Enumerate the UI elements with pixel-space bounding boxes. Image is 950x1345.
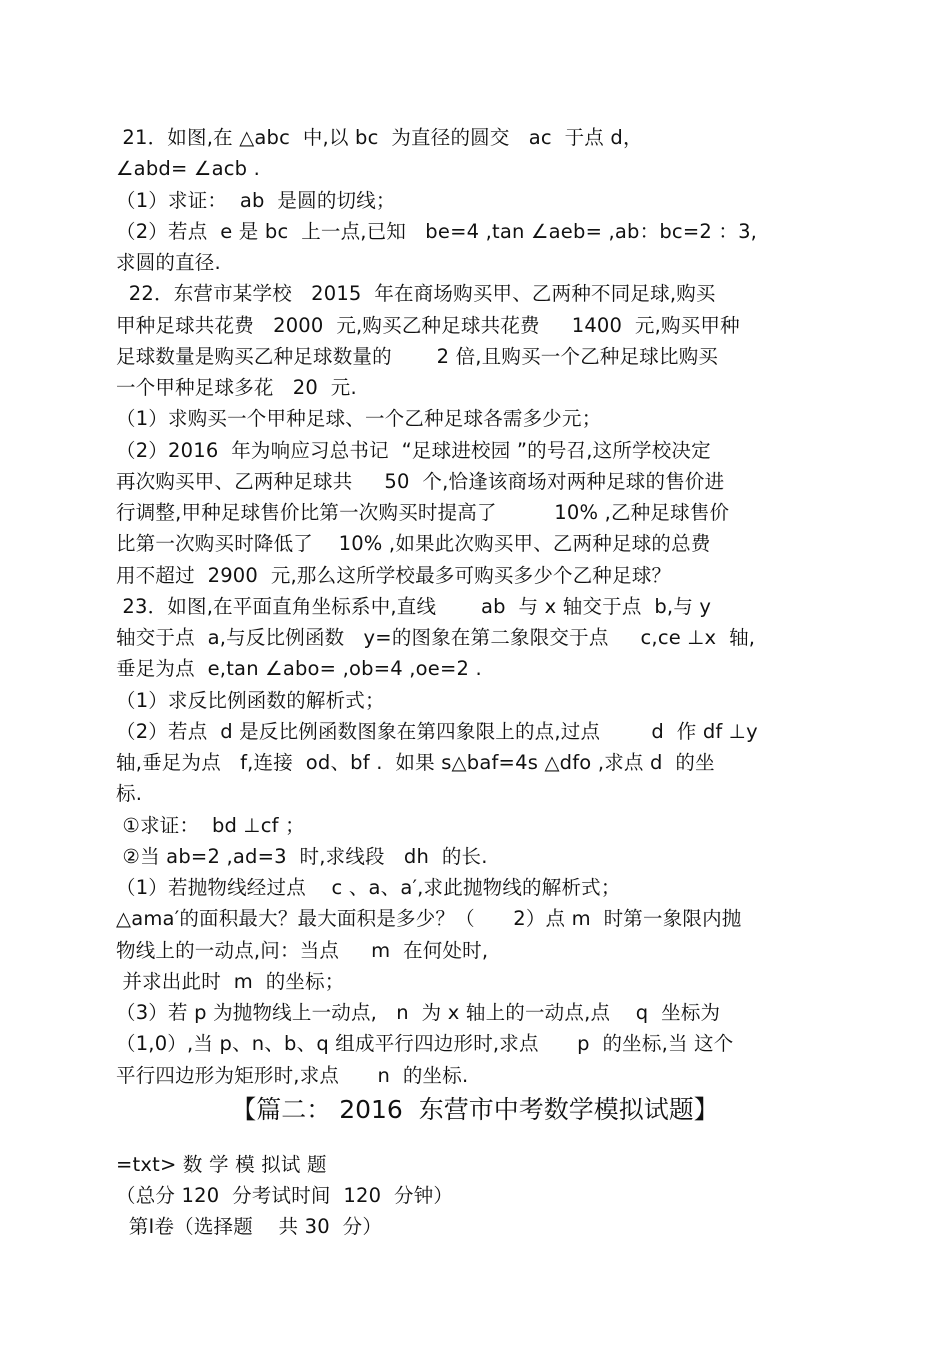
text-line: 比第一次购买时降低了 10% ,如果此次购买甲、乙两种足球的总费 (116, 532, 711, 555)
text-line: 21．如图,在 △abc 中,以 bc 为直径的圆交 ac 于点 d， (116, 126, 643, 149)
text-line: （2）若点 e 是 bc 上一点,已知 be=4 ,tan ∠aeb= ,ab：bc=2 ：3, (116, 220, 758, 243)
text-line: 甲种足球共花费 2000 元,购买乙种足球共花费 1400 元,购买甲种 (116, 314, 740, 337)
text-line: 轴,垂足为点 f,连接 od、bf . 如果 s△baf=4s △dfo ,求点 d 的坐 (116, 751, 715, 774)
text-line: ∠abd= ∠acb . (116, 157, 261, 180)
text-line: （2）若点 d 是反比例函数图象在第四象限上的点,过点 d 作 df ⊥y (116, 720, 758, 743)
text-line: 平行四边形为矩形时,求点 n 的坐标. (116, 1064, 469, 1087)
text-line: 22．东营市某学校 2015 年在商场购买甲、乙两种不同足球,购买 (116, 282, 716, 305)
text-line: 轴交于点 a,与反比例函数 y=的图象在第二象限交于点 c,ce ⊥x 轴, (116, 626, 756, 649)
text-line: 物线上的一动点,问：当点 m 在何处时, (116, 939, 489, 962)
text-line: 标. (116, 782, 143, 805)
text-line: 23．如图,在平面直角坐标系中,直线 ab 与 x 轴交于点 b,与 y (116, 595, 712, 618)
text-line: （总分 120 分考试时间 120 分钟） (116, 1184, 454, 1207)
text-line: （1）若抛物线经过点 c 、a、a′,求此抛物线的解析式； (116, 876, 621, 899)
text-line: 并求出此时 m 的坐标； (116, 970, 345, 993)
text-line: 求圆的直径. (116, 251, 221, 274)
text-line: 垂足为点 e,tan ∠abo= ,ob=4 ,oe=2 . (116, 657, 482, 680)
text-line: （2）2016 年为响应习总书记 “足球进校园 ”的号召,这所学校决定 (116, 439, 711, 462)
text-line: 再次购买甲、乙两种足球共 50 个,恰逢该商场对两种足球的售价进 (116, 470, 725, 493)
text-line: （3）若 p 为抛物线上一动点, n 为 x 轴上的一动点,点 q 坐标为 (116, 1001, 721, 1024)
section-heading: 【篇二： 2016 东营市中考数学模拟试题】 (231, 1095, 719, 1124)
text-line: （1）求反比例函数的解析式； (116, 689, 385, 712)
text-line: （1,0）,当 p、n、b、q 组成平行四边形时,求点 p 的坐标,当 这个 (116, 1032, 734, 1055)
text-line: 用不超过 2900 元,那么这所学校最多可购买多少个乙种足球？ (116, 564, 672, 587)
text-line: 一个甲种足球多花 20 元. (116, 376, 357, 399)
text-line: （1）求购买一个甲种足球、一个乙种足球各需多少元； (116, 407, 602, 430)
text-line: （1）求证： ab 是圆的切线； (116, 189, 396, 212)
text-line: 行调整,甲种足球售价比第一次购买时提高了 10% ,乙种足球售价 (116, 501, 730, 524)
text-line: =txt> 数 学 模 拟试 题 (116, 1153, 327, 1176)
text-line: 第Ⅰ卷（选择题 共 30 分） (116, 1215, 383, 1238)
text-line: △ama′的面积最大？最大面积是多少？（ 2）点 m 时第一象限内抛 (116, 907, 742, 930)
text-line: ②当 ab=2 ,ad=3 时,求线段 dh 的长. (116, 845, 488, 868)
text-line: 足球数量是购买乙种足球数量的 2 倍,且购买一个乙种足球比购买 (116, 345, 719, 368)
text-line: ①求证： bd ⊥cf ； (116, 814, 305, 837)
